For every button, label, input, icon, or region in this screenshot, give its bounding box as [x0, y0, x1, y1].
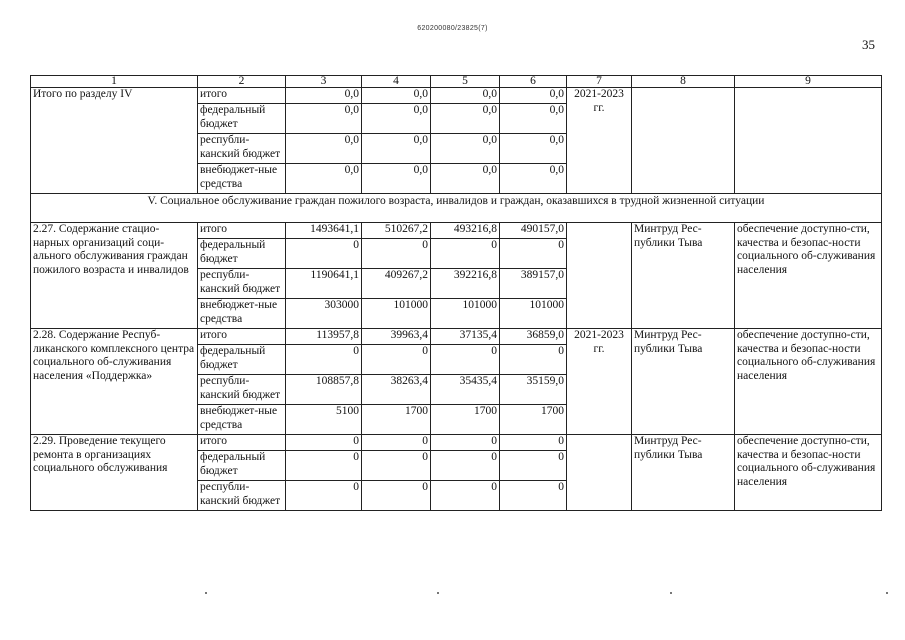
page-number: 35: [862, 37, 875, 52]
funding-type: внебюджет-ные средства: [198, 405, 286, 435]
funding-type: республи-канский бюджет: [198, 375, 286, 405]
value-cell: 0,0: [286, 164, 362, 194]
value-cell: 0: [286, 451, 362, 481]
value-cell: 0,0: [362, 134, 431, 164]
value-cell: 0,0: [500, 88, 567, 104]
funding-type: внебюджет-ные средства: [198, 164, 286, 194]
value-cell: 37135,4: [431, 329, 500, 345]
period-cell: 2021-2023 гг.: [567, 329, 632, 435]
value-cell: 0,0: [431, 164, 500, 194]
funding-type: внебюджет-ные средства: [198, 299, 286, 329]
value-cell: 0,0: [500, 134, 567, 164]
section-title: V. Социальное обслуживание граждан пожилого возраста, инвалидов и граждан, оказавшихся в трудной жизненной ситуации: [31, 194, 882, 223]
executor-cell: Минтруд Рес-публики Тыва: [632, 329, 735, 435]
header-cell: 3: [286, 76, 362, 88]
result-cell: обеспечение доступно-сти, качества и безопас-ности социального об-служивания населения: [735, 329, 882, 435]
result-cell: обеспечение доступно-сти, качества и безопас-ности социального об-служивания населения: [735, 435, 882, 511]
value-cell: 39963,4: [362, 329, 431, 345]
measure-label: 2.29. Проведение текущего ремонта в организациях социального обслуживания: [31, 435, 198, 511]
value-cell: 5100: [286, 405, 362, 435]
result-cell: обеспечение доступно-сти, качества и безопас-ности социального об-служивания населения: [735, 223, 882, 329]
table-row: [31, 223, 882, 239]
value-cell: 389157,0: [500, 269, 567, 299]
value-cell: 101000: [362, 299, 431, 329]
value-cell: 36859,0: [500, 329, 567, 345]
measure-label: 2.28. Содержание Респуб-ликанского комплексного центра социального об-служивания населения «Поддержка»: [31, 329, 198, 435]
value-cell: 35435,4: [431, 375, 500, 405]
header-cell: 5: [431, 76, 500, 88]
measure-label: 2.27. Содержание стацио-нарных организаций соци-ального обслуживания граждан пожилого возраста и инвалидов: [31, 223, 198, 329]
executor-cell: Минтруд Рес-публики Тыва: [632, 435, 735, 511]
funding-type: федеральный бюджет: [198, 104, 286, 134]
value-cell: 0,0: [286, 88, 362, 104]
value-cell: 0: [286, 435, 362, 451]
table-row: [31, 435, 882, 451]
value-cell: 0: [431, 435, 500, 451]
value-cell: 0: [431, 481, 500, 511]
funding-type: итого: [198, 223, 286, 239]
measure-label: Итого по разделу IV: [31, 88, 198, 194]
value-cell: 0: [500, 435, 567, 451]
value-cell: 0: [362, 451, 431, 481]
value-cell: 1493641,1: [286, 223, 362, 239]
value-cell: 392216,8: [431, 269, 500, 299]
value-cell: 0: [431, 239, 500, 269]
executor-cell: [632, 88, 735, 194]
table-row: [31, 88, 882, 104]
value-cell: 0,0: [286, 104, 362, 134]
funding-type: республи-канский бюджет: [198, 134, 286, 164]
table-row: [31, 329, 882, 345]
value-cell: 490157,0: [500, 223, 567, 239]
header-cell: 2: [198, 76, 286, 88]
period-cell: [567, 223, 632, 329]
value-cell: 0,0: [431, 88, 500, 104]
value-cell: 0: [362, 239, 431, 269]
value-cell: 0,0: [362, 88, 431, 104]
scan-dots: [0, 592, 905, 602]
value-cell: 0: [500, 345, 567, 375]
funding-type: федеральный бюджет: [198, 345, 286, 375]
funding-type: итого: [198, 329, 286, 345]
program-table: [30, 75, 882, 511]
value-cell: 0: [431, 451, 500, 481]
value-cell: 0,0: [500, 104, 567, 134]
value-cell: 0: [286, 481, 362, 511]
value-cell: 0: [286, 345, 362, 375]
value-cell: 0: [286, 239, 362, 269]
value-cell: 1700: [431, 405, 500, 435]
value-cell: 108857,8: [286, 375, 362, 405]
funding-type: итого: [198, 88, 286, 104]
value-cell: 101000: [500, 299, 567, 329]
value-cell: 0,0: [431, 104, 500, 134]
value-cell: 38263,4: [362, 375, 431, 405]
executor-cell: Минтруд Рес-публики Тыва: [632, 223, 735, 329]
value-cell: 1700: [362, 405, 431, 435]
header-cell: 9: [735, 76, 882, 88]
section-row: [31, 194, 882, 223]
value-cell: 0: [500, 239, 567, 269]
value-cell: 0,0: [286, 134, 362, 164]
funding-type: республи-канский бюджет: [198, 269, 286, 299]
header-cell: 6: [500, 76, 567, 88]
value-cell: 0: [500, 451, 567, 481]
header-cell: 4: [362, 76, 431, 88]
value-cell: 1700: [500, 405, 567, 435]
value-cell: 0,0: [362, 164, 431, 194]
funding-type: федеральный бюджет: [198, 239, 286, 269]
document-code: 620200080/23825(7): [417, 25, 488, 32]
period-cell: 2021-2023 гг.: [567, 88, 632, 194]
header-row: [31, 76, 882, 88]
value-cell: 1190641,1: [286, 269, 362, 299]
value-cell: 0: [362, 345, 431, 375]
value-cell: 0: [431, 345, 500, 375]
header-cell: 8: [632, 76, 735, 88]
value-cell: 493216,8: [431, 223, 500, 239]
value-cell: 35159,0: [500, 375, 567, 405]
value-cell: 0,0: [500, 164, 567, 194]
period-cell: [567, 435, 632, 511]
value-cell: 409267,2: [362, 269, 431, 299]
value-cell: 510267,2: [362, 223, 431, 239]
funding-type: итого: [198, 435, 286, 451]
header-cell: 7: [567, 76, 632, 88]
value-cell: 0: [500, 481, 567, 511]
result-cell: [735, 88, 882, 194]
value-cell: 0: [362, 481, 431, 511]
value-cell: 0,0: [362, 104, 431, 134]
value-cell: 113957,8: [286, 329, 362, 345]
value-cell: 0: [362, 435, 431, 451]
value-cell: 101000: [431, 299, 500, 329]
funding-type: республи-канский бюджет: [198, 481, 286, 511]
value-cell: 0,0: [431, 134, 500, 164]
value-cell: 303000: [286, 299, 362, 329]
header-cell: 1: [31, 76, 198, 88]
funding-type: федеральный бюджет: [198, 451, 286, 481]
